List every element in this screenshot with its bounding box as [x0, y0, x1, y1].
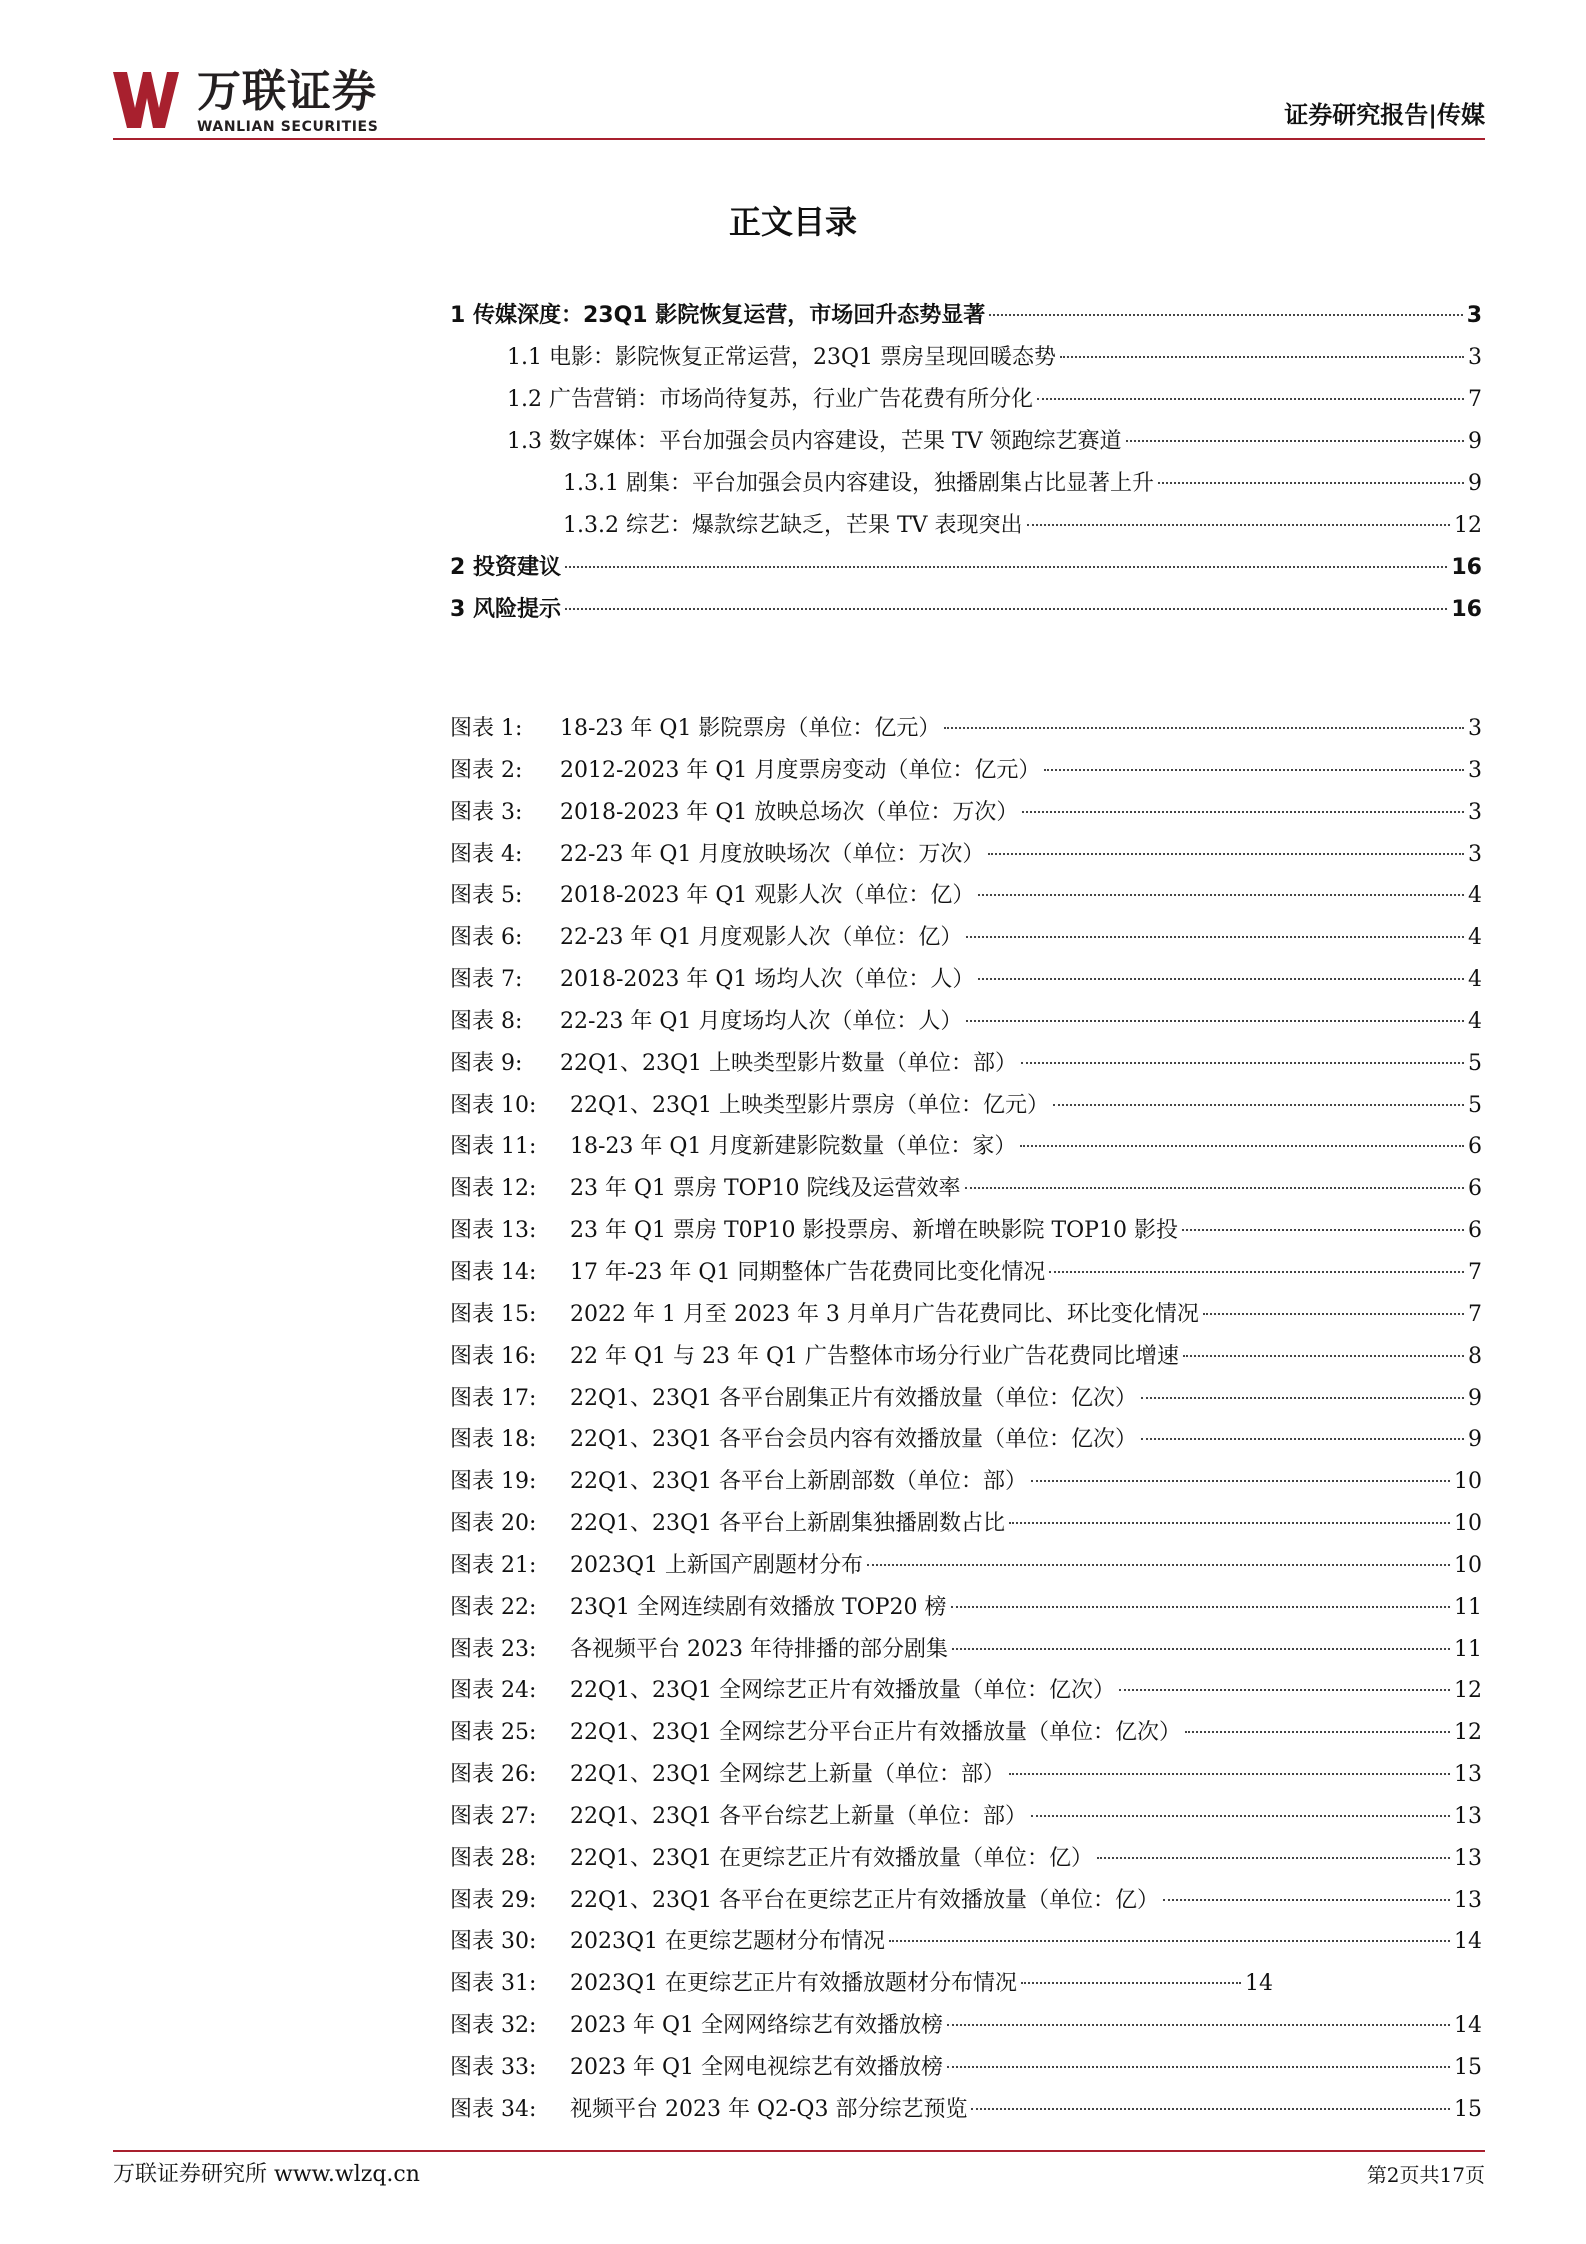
dot-leader [1049, 1271, 1464, 1273]
toc-entry-title: 1.3 数字媒体：平台加强会员内容建设，芒果 TV 领跑综艺赛道 [507, 429, 1122, 454]
figure-entry[interactable] [450, 1503, 1482, 1545]
figure-entry-title: 2018-2023 年 Q1 场均人次（单位：人） [560, 967, 975, 993]
wanlian-logo-icon [113, 72, 179, 128]
dot-leader [1203, 1313, 1464, 1315]
figure-entry-title: 23 年 Q1 票房 T0P10 影投票房、新增在映影院 TOP10 影投 [570, 1218, 1178, 1244]
figure-entry-title: 22Q1、23Q1 全网综艺分平台正片有效播放量（单位：亿次） [570, 1720, 1182, 1746]
dot-leader [971, 2108, 1450, 2110]
dot-leader [966, 1020, 1464, 1022]
toc-entry[interactable] [450, 463, 1482, 505]
figure-entry-label: 图表 22: [450, 1594, 537, 1620]
dot-leader [1119, 1689, 1450, 1691]
figure-entry-page: 5 [1468, 1050, 1482, 1076]
figure-entry-title: 22Q1、23Q1 各平台剧集正片有效播放量（单位：亿次） [570, 1385, 1138, 1411]
figure-entry-title: 2023 年 Q1 全网网络综艺有效播放榜 [570, 2013, 944, 2039]
figure-entry-label: 图表 8: [450, 1008, 523, 1034]
figure-entry-page: 11 [1454, 1636, 1482, 1662]
figure-entry[interactable] [450, 1294, 1482, 1336]
figure-entry-page: 4 [1468, 883, 1482, 909]
figure-entry-page: 9 [1468, 1385, 1482, 1411]
toc-entry[interactable] [450, 337, 1482, 379]
figure-entry-label: 图表 17: [450, 1385, 537, 1411]
figure-entry-label: 图表 34: [450, 2096, 537, 2122]
dot-leader [1053, 1104, 1464, 1106]
figure-entry[interactable] [450, 1838, 1482, 1880]
figure-entry-label: 图表 16: [450, 1343, 537, 1369]
figure-entry[interactable] [450, 708, 1482, 750]
figure-entry[interactable] [450, 1126, 1482, 1168]
figure-entry-label: 图表 27: [450, 1803, 537, 1829]
figure-entry-page: 7 [1468, 1259, 1482, 1285]
toc-entry-title: 1.1 电影：影院恢复正常运营，23Q1 票房呈现回暖态势 [507, 345, 1057, 370]
figure-entry-label: 图表 31: [450, 1971, 537, 1997]
dot-leader [952, 1648, 1450, 1650]
toc-entry-page: 9 [1468, 471, 1482, 496]
dot-leader [1031, 1480, 1450, 1482]
figure-entry-page: 12 [1454, 1678, 1482, 1704]
figure-entry-page: 13 [1454, 1762, 1482, 1788]
toc-entry[interactable] [450, 505, 1482, 547]
figure-entry-title: 2022 年 1 月至 2023 年 3 月单月广告花费同比、环比变化情况 [570, 1301, 1199, 1327]
figure-entry-page: 6 [1468, 1176, 1482, 1202]
header-divider [113, 138, 1485, 140]
dot-leader [1021, 1982, 1241, 1984]
dot-leader [565, 566, 1447, 568]
toc-entry-page: 7 [1468, 387, 1482, 412]
footer-page-number: 第2页共17页 [1366, 2163, 1485, 2187]
toc-entry-title: 2 投资建议 [450, 555, 561, 580]
footer-institute: 万联证券研究所 www.wlzq.cn [113, 2162, 420, 2187]
figure-entry-page: 13 [1454, 1845, 1482, 1871]
logo-english-name: WANLIAN SECURITIES [197, 119, 379, 135]
dot-leader [1027, 524, 1450, 526]
toc-entry[interactable] [450, 421, 1482, 463]
figure-entry[interactable] [450, 1461, 1482, 1503]
figure-entry-title: 各视频平台 2023 年待排播的部分剧集 [570, 1636, 948, 1662]
figure-entry[interactable] [450, 1545, 1482, 1587]
figure-entry-title: 22-23 年 Q1 月度场均人次（单位：人） [560, 1008, 963, 1034]
footer-divider [113, 2150, 1485, 2152]
figure-entry-label: 图表 14: [450, 1259, 537, 1285]
dot-leader [1141, 1397, 1464, 1399]
figure-entry[interactable] [450, 1336, 1482, 1378]
figure-entry-page: 6 [1468, 1134, 1482, 1160]
figure-entry-label: 图表 11: [450, 1134, 537, 1160]
toc-entry-title: 3 风险提示 [450, 597, 561, 622]
figure-entry-page: 10 [1454, 1511, 1482, 1537]
figure-entry-page: 15 [1454, 2055, 1482, 2080]
figure-entry-title: 2023 年 Q1 全网电视综艺有效播放榜 [570, 2055, 944, 2080]
figure-entry-title: 2012-2023 年 Q1 月度票房变动（单位：亿元） [560, 757, 1041, 783]
figure-entry[interactable] [450, 959, 1482, 1001]
figure-list [450, 708, 1482, 2131]
figure-entry-page: 5 [1468, 1092, 1482, 1118]
figure-entry[interactable] [450, 875, 1482, 917]
dot-leader [951, 1606, 1450, 1608]
dot-leader [966, 936, 1464, 938]
toc-entry-page: 16 [1451, 597, 1482, 622]
dot-leader [1009, 1522, 1450, 1524]
figure-entry-page: 9 [1468, 1427, 1482, 1453]
dot-leader [978, 978, 1464, 980]
figure-entry[interactable] [450, 1796, 1482, 1838]
figure-entry-page: 11 [1454, 1594, 1482, 1620]
figure-entry-label: 图表 6: [450, 925, 523, 951]
figure-entry[interactable] [450, 1754, 1482, 1796]
figure-entry-page: 7 [1468, 1301, 1482, 1327]
figure-entry-title: 2018-2023 年 Q1 观影人次（单位：亿） [560, 883, 975, 909]
figure-entry-page: 10 [1454, 1469, 1482, 1495]
figure-entry-label: 图表 4: [450, 841, 523, 867]
toc-entry-page: 16 [1451, 555, 1482, 580]
figure-entry-page: 14 [1245, 1971, 1274, 1997]
dot-leader [1158, 482, 1464, 484]
dot-leader [1185, 1731, 1450, 1733]
page-header [113, 64, 1485, 144]
figure-entry-label: 图表 10: [450, 1092, 537, 1118]
figure-entry[interactable] [450, 1419, 1482, 1461]
figure-entry-label: 图表 24: [450, 1678, 537, 1704]
toc-entry[interactable] [450, 295, 1482, 337]
figure-entry-page: 8 [1468, 1343, 1482, 1369]
dot-leader [947, 2066, 1450, 2068]
figure-entry-label: 图表 28: [450, 1845, 537, 1871]
figure-entry-page: 3 [1468, 757, 1482, 783]
figure-entry[interactable] [450, 1670, 1482, 1712]
dot-leader [1126, 440, 1464, 442]
dot-leader [947, 2024, 1450, 2026]
figure-entry-label: 图表 3: [450, 799, 523, 825]
toc-entry[interactable] [450, 379, 1482, 421]
figure-entry-title: 22Q1、23Q1 全网综艺正片有效播放量（单位：亿次） [570, 1678, 1116, 1704]
report-category: 证券研究报告|传媒 [1284, 101, 1485, 129]
figure-entry-label: 图表 20: [450, 1511, 537, 1537]
figure-entry-title: 2023Q1 在更综艺正片有效播放题材分布情况 [570, 1971, 1018, 1997]
figure-entry[interactable] [450, 1712, 1482, 1754]
figure-entry-page: 3 [1468, 799, 1482, 825]
dot-leader [1097, 1857, 1450, 1859]
figure-entry-title: 18-23 年 Q1 影院票房（单位：亿元） [560, 716, 941, 741]
figure-entry-label: 图表 23: [450, 1636, 537, 1662]
dot-leader [1031, 1815, 1450, 1817]
figure-entry-title: 22-23 年 Q1 月度观影人次（单位：亿） [560, 925, 963, 951]
figure-entry-title: 视频平台 2023 年 Q2-Q3 部分综艺预览 [570, 2096, 968, 2122]
figure-entry-label: 图表 9: [450, 1050, 523, 1076]
figure-entry[interactable] [450, 1001, 1482, 1043]
toc-entry[interactable] [450, 547, 1482, 589]
toc-entry-title: 1.3.2 综艺：爆款综艺缺乏，芒果 TV 表现突出 [563, 513, 1023, 538]
dot-leader [1037, 398, 1464, 400]
figure-entry-title: 17 年-23 年 Q1 同期整体广告花费同比变化情况 [570, 1259, 1046, 1285]
figure-entry-title: 22Q1、23Q1 上映类型影片票房（单位：亿元） [570, 1092, 1050, 1118]
figure-entry-label: 图表 1: [450, 716, 523, 741]
figure-entry[interactable] [450, 2005, 1482, 2047]
figure-entry[interactable] [450, 834, 1482, 876]
company-logo [113, 64, 433, 140]
figure-entry[interactable] [450, 750, 1482, 792]
dot-leader [889, 1940, 1450, 1942]
figure-entry-label: 图表 25: [450, 1720, 537, 1746]
figure-entry-label: 图表 13: [450, 1218, 537, 1244]
figure-entry-title: 22 年 Q1 与 23 年 Q1 广告整体市场分行业广告花费同比增速 [570, 1343, 1180, 1369]
figure-entry-page: 4 [1468, 967, 1482, 993]
figure-entry-page: 3 [1468, 716, 1482, 741]
figure-entry[interactable] [450, 792, 1482, 834]
page-title: 正文目录 [728, 203, 857, 241]
dot-leader [978, 894, 1464, 896]
figure-entry-title: 22Q1、23Q1 各平台上新剧部数（单位：部） [570, 1469, 1028, 1495]
figure-entry-page: 10 [1454, 1552, 1482, 1578]
dot-leader [1044, 769, 1464, 771]
figure-entry[interactable] [450, 1629, 1482, 1671]
figure-entry-title: 22Q1、23Q1 各平台会员内容有效播放量（单位：亿次） [570, 1427, 1138, 1453]
dot-leader [1022, 811, 1464, 813]
figure-entry-page: 12 [1454, 1720, 1482, 1746]
dot-leader [965, 1187, 1464, 1189]
figure-entry[interactable] [450, 1963, 1482, 2005]
figure-entry-label: 图表 5: [450, 883, 523, 909]
figure-entry-label: 图表 12: [450, 1176, 537, 1202]
figure-entry-title: 22Q1、23Q1 各平台在更综艺正片有效播放量（单位：亿） [570, 1887, 1160, 1913]
toc-entry-page: 9 [1468, 429, 1482, 454]
logo-chinese-name: 万联证券 [197, 66, 377, 117]
dot-leader [1060, 356, 1464, 358]
figure-entry-label: 图表 18: [450, 1427, 537, 1453]
figure-entry-page: 6 [1468, 1218, 1482, 1244]
figure-entry-label: 图表 33: [450, 2055, 537, 2080]
dot-leader [1183, 1355, 1464, 1357]
figure-entry-label: 图表 29: [450, 1887, 537, 1913]
figure-entry[interactable] [450, 1043, 1482, 1085]
figure-entry-label: 图表 15: [450, 1301, 537, 1327]
dot-leader [989, 314, 1462, 316]
figure-entry[interactable] [450, 2089, 1482, 2131]
dot-leader [565, 608, 1447, 610]
figure-entry-title: 23 年 Q1 票房 TOP10 院线及运营效率 [570, 1176, 961, 1202]
figure-entry-page: 13 [1454, 1887, 1482, 1913]
dot-leader [988, 853, 1464, 855]
figure-entry[interactable] [450, 1587, 1482, 1629]
dot-leader [944, 727, 1464, 729]
dot-leader [1020, 1145, 1464, 1147]
figure-entry-label: 图表 30: [450, 1929, 537, 1955]
dot-leader [1141, 1438, 1464, 1440]
figure-entry[interactable] [450, 1252, 1482, 1294]
figure-entry-label: 图表 26: [450, 1762, 537, 1788]
figure-entry[interactable] [450, 1378, 1482, 1420]
figure-entry-label: 图表 32: [450, 2013, 537, 2039]
dot-leader [1182, 1229, 1464, 1231]
toc-entry-title: 1.3.1 剧集：平台加强会员内容建设，独播剧集占比显著上升 [563, 471, 1154, 496]
table-of-contents [450, 295, 1482, 631]
toc-entry-title: 1 传媒深度：23Q1 影院恢复运营，市场回升态势显著 [450, 303, 986, 328]
figure-entry-label: 图表 2: [450, 757, 523, 783]
dot-leader [867, 1564, 1450, 1566]
figure-entry[interactable] [450, 1880, 1482, 1922]
figure-entry-page: 13 [1454, 1803, 1482, 1829]
figure-entry-title: 22Q1、23Q1 各平台综艺上新量（单位：部） [570, 1803, 1028, 1829]
figure-entry-title: 2023Q1 在更综艺题材分布情况 [570, 1929, 886, 1955]
figure-entry[interactable] [450, 1085, 1482, 1127]
figure-entry[interactable] [450, 1921, 1482, 1963]
figure-entry-page: 14 [1454, 1929, 1482, 1955]
figure-entry-page: 14 [1454, 2013, 1482, 2039]
figure-entry-title: 22Q1、23Q1 上映类型影片数量（单位：部） [560, 1050, 1018, 1076]
dot-leader [1021, 1062, 1464, 1064]
toc-entry-title: 1.2 广告营销：市场尚待复苏，行业广告花费有所分化 [507, 387, 1033, 412]
figure-entry[interactable] [450, 1210, 1482, 1252]
figure-entry-label: 图表 19: [450, 1469, 537, 1495]
figure-entry-title: 2023Q1 上新国产剧题材分布 [570, 1552, 864, 1578]
figure-entry-title: 23Q1 全网连续剧有效播放 TOP20 榜 [570, 1594, 947, 1620]
figure-entry-title: 2018-2023 年 Q1 放映总场次（单位：万次） [560, 799, 1019, 825]
figure-entry-title: 22Q1、23Q1 各平台上新剧集独播剧数占比 [570, 1511, 1006, 1537]
dot-leader [1009, 1773, 1450, 1775]
figure-entry-page: 4 [1468, 925, 1482, 951]
figure-entry-title: 22Q1、23Q1 在更综艺正片有效播放量（单位：亿） [570, 1845, 1094, 1871]
figure-entry-page: 4 [1468, 1008, 1482, 1034]
figure-entry-title: 22Q1、23Q1 全网综艺上新量（单位：部） [570, 1762, 1006, 1788]
toc-entry-page: 12 [1454, 513, 1482, 538]
figure-entry[interactable] [450, 2047, 1482, 2089]
toc-entry-page: 3 [1466, 303, 1482, 328]
toc-entry[interactable] [450, 589, 1482, 631]
figure-entry-title: 18-23 年 Q1 月度新建影院数量（单位：家） [570, 1134, 1017, 1160]
figure-entry-label: 图表 21: [450, 1552, 537, 1578]
figure-entry-title: 22-23 年 Q1 月度放映场次（单位：万次） [560, 841, 985, 867]
figure-entry[interactable] [450, 1168, 1482, 1210]
figure-entry-page: 15 [1454, 2096, 1482, 2122]
figure-entry-page: 3 [1468, 841, 1482, 867]
figure-entry-label: 图表 7: [450, 967, 523, 993]
figure-entry[interactable] [450, 917, 1482, 959]
dot-leader [1163, 1899, 1450, 1901]
toc-entry-page: 3 [1468, 345, 1482, 370]
